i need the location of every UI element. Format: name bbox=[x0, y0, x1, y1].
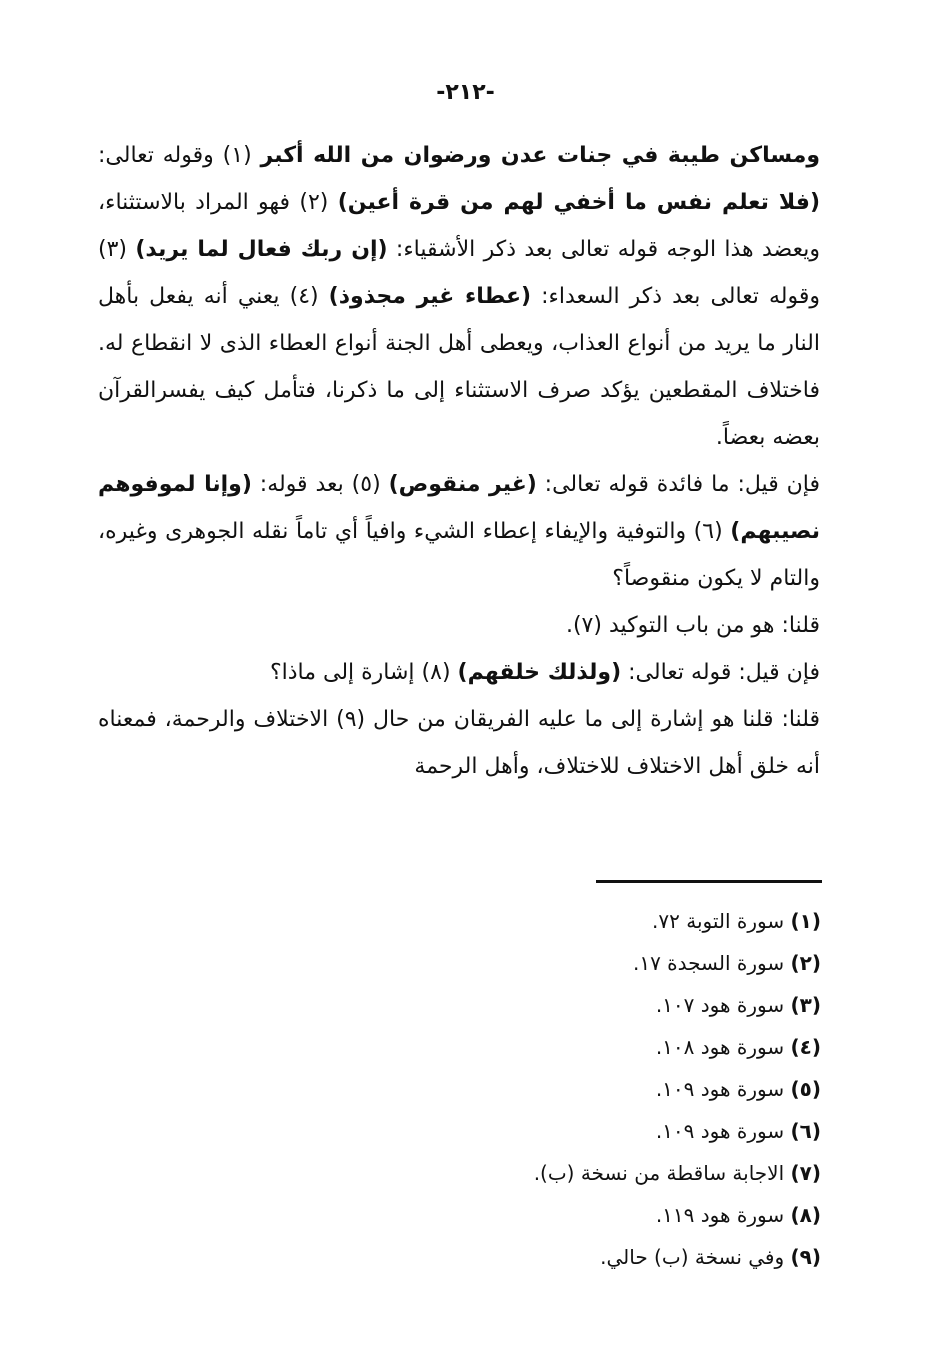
text-run: (٥) بعد قوله: bbox=[251, 472, 389, 497]
paragraph bbox=[98, 602, 820, 649]
footnote-number: (٣) bbox=[790, 993, 821, 1017]
footnote-text: سورة هود ١٠٨. bbox=[655, 1035, 785, 1059]
quran-quote: (وإنا لموفوهم نصيبهم) bbox=[98, 472, 820, 544]
text-run: (٣) وقوله تعالى بعد ذكر السعداء: bbox=[98, 237, 820, 309]
footnotes-list bbox=[361, 900, 821, 1278]
quran-quote: (فلا تعلم نفس ما أخفي لهم من قرة أعين) bbox=[337, 190, 820, 215]
footnote-item bbox=[361, 900, 821, 942]
footnote-text: سورة هود ١٠٩. bbox=[655, 1119, 785, 1143]
quran-quote: (إن ربك فعال لما يريد) bbox=[135, 237, 388, 262]
quran-quote: (ولذلك خلقهم) bbox=[457, 660, 622, 685]
footnote-item bbox=[361, 1152, 821, 1194]
footnote-text: وفي نسخة (ب) حالي. bbox=[600, 1245, 785, 1269]
footnote-text: سورة هود ١٠٩. bbox=[655, 1077, 785, 1101]
footnote-number: (٤) bbox=[790, 1035, 821, 1059]
footnote-item bbox=[361, 1236, 821, 1278]
text-run: فإن قيل: قوله تعالى: bbox=[621, 660, 820, 685]
footnote-number: (٦) bbox=[790, 1119, 821, 1143]
main-text bbox=[98, 132, 820, 790]
footnote-number: (٥) bbox=[790, 1077, 821, 1101]
text-run: فإن قيل: ما فائدة قوله تعالى: bbox=[536, 472, 820, 497]
footnote-item bbox=[361, 1110, 821, 1152]
paragraph bbox=[98, 132, 820, 461]
footnote-item bbox=[361, 1026, 821, 1068]
footnote-text: سورة هود ١١٩. bbox=[655, 1203, 785, 1227]
quran-quote: (عطاء غير مجذوذ) bbox=[328, 284, 532, 309]
footnote-text: سورة السجدة ١٧. bbox=[632, 951, 785, 975]
text-run: (٨) إشارة إلى ماذا؟ bbox=[269, 660, 458, 685]
paragraph bbox=[98, 461, 820, 602]
quran-quote: (غير منقوص) bbox=[388, 472, 537, 497]
footnote-separator bbox=[596, 880, 822, 883]
text-run: قلنا: قلنا هو إشارة إلى ما عليه الفريقان من حال (٩) الاختلاف والرحمة، فمعناه أنه خلق أهل الاختلاف للاختلاف، وأهل الرحمة bbox=[98, 707, 820, 779]
quran-quote: ومساكن طيبة في جنات عدن ورضوان من الله أكبر bbox=[260, 143, 821, 168]
footnote-number: (٨) bbox=[790, 1203, 821, 1227]
text-run: (٢) فهو المراد بالاستثناء، ويعضد هذا الوجه قوله تعالى بعد ذكر الأشقياء: bbox=[98, 190, 820, 262]
page-number: -٢١٢- bbox=[436, 80, 495, 105]
footnote-number: (٧) bbox=[790, 1161, 821, 1185]
footnote-item bbox=[361, 984, 821, 1026]
footnote-number: (٢) bbox=[790, 951, 821, 975]
paragraph bbox=[98, 649, 820, 696]
footnote-number: (١) bbox=[790, 909, 821, 933]
footnote-text: الاجابة ساقطة من نسخة (ب). bbox=[533, 1161, 785, 1185]
footnote-item bbox=[361, 1068, 821, 1110]
footnote-item bbox=[361, 942, 821, 984]
footnote-text: سورة هود ١٠٧. bbox=[655, 993, 785, 1017]
footnote-item bbox=[361, 1194, 821, 1236]
footnote-number: (٩) bbox=[790, 1245, 821, 1269]
footnote-text: سورة التوبة ٧٢. bbox=[652, 909, 785, 933]
paragraph bbox=[98, 696, 820, 790]
text-run: قلنا: هو من باب التوكيد (٧). bbox=[565, 613, 820, 638]
text-run: (٤) يعني أنه يفعل بأهل النار ما يريد من أنواع العذاب، ويعطى أهل الجنة أنواع العطاء الذى لا انقطاع له. فاختلاف المقطعين يؤكد صرف الاستثناء إلى ما ذكرنا، فتأمل كيف يفسرالقرآن بعضه بعضاً. bbox=[98, 284, 820, 450]
text-run: (٦) والتوفية والإيفاء إعطاء الشيء وافياً أي تاماً نقله الجوهرى وغيره، والتام لا يكون منقوصاً؟ bbox=[98, 519, 820, 591]
text-run: (١) وقوله تعالى: bbox=[98, 143, 261, 168]
